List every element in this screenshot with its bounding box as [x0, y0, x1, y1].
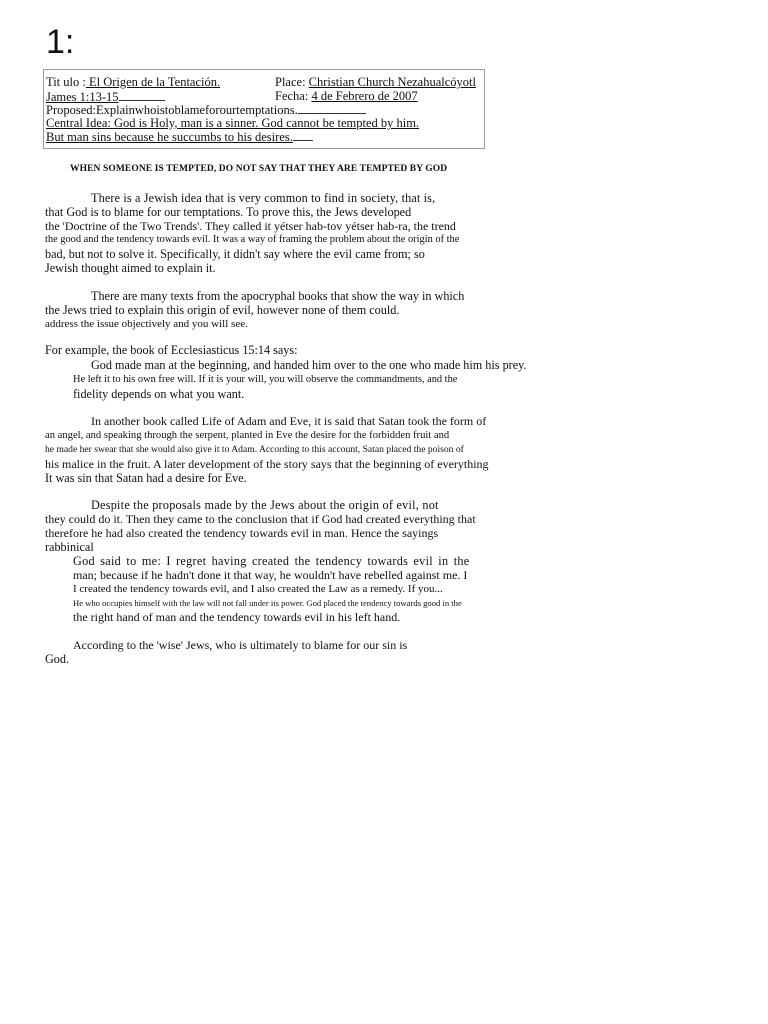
- central-idea-cont-row: [46, 129, 313, 145]
- text-line: he made her swear that she would also give it to Adam. According to this account, Satan placed the poison of: [45, 444, 464, 455]
- proposed-text: Proposed:Explainwhoistoblameforourtemptations.: [46, 103, 298, 117]
- text-line: There are many texts from the apocryphal books that show the way in which: [91, 289, 465, 303]
- text-line: In another book called Life of Adam and Eve, it is said that Satan took the form of: [91, 414, 487, 428]
- text-line: the right hand of man and the tendency towards evil in his left hand.: [73, 610, 401, 624]
- title-value: El Origen de la Tentación.: [85, 75, 221, 89]
- text-line: fidelity depends on what you want.: [73, 387, 245, 401]
- text-line: God.: [45, 652, 70, 666]
- text-line: address the issue objectively and you will see.: [45, 318, 248, 330]
- page-number: 1:: [46, 23, 75, 61]
- text-line: an angel, and speaking through the serpent, planted in Eve the desire for the forbidden fruit and: [45, 430, 450, 441]
- text-line: There is a Jewish idea that is very common to find in society, that is,: [91, 191, 436, 205]
- sermon-info-box: [43, 69, 485, 149]
- text-line: According to the 'wise' Jews, who is ultimately to blame for our sin is: [73, 638, 408, 652]
- text-line: He left it to his own free will. If it is your will, you will observe the commandments, and the: [73, 374, 458, 385]
- text-line: rabbinical: [45, 540, 94, 554]
- text-line: the 'Doctrine of the Two Trends'. They called it yétser hab-tov yétser hab-ra, the trend: [45, 219, 456, 233]
- text-line: therefore he had also created the tendency towards evil in man. Hence the sayings: [45, 526, 439, 540]
- text-line: bad, but not to solve it. Specifically, it didn't say where the evil came from; so: [45, 247, 425, 261]
- text-line: the Jews tried to explain this origin of evil, however none of them could.: [45, 303, 400, 317]
- date-value: 4 de Febrero de 2007: [311, 89, 418, 103]
- place-row: [275, 75, 476, 90]
- text-line: Despite the proposals made by the Jews about the origin of evil, not: [91, 498, 439, 512]
- text-line: they could do it. Then they came to the conclusion that if God had created everything that: [45, 512, 476, 526]
- date-label: Fecha:: [275, 89, 309, 103]
- text-line: man; because if he hadn't done it that way, he wouldn't have rebelled against me. I: [73, 568, 468, 582]
- text-line: his malice in the fruit. A later development of the story says that the beginning of everything: [45, 457, 489, 471]
- section-heading: WHEN SOMEONE IS TEMPTED, DO NOT SAY THAT THEY ARE TEMPTED BY GOD: [70, 164, 448, 174]
- text-line: the good and the tendency towards evil. It was a way of framing the problem about the origin of the: [45, 234, 460, 245]
- proposed-blank: [298, 102, 366, 114]
- text-line: He who occupies himself with the law will not fall under its power. God placed the tendency towards good in the: [73, 598, 462, 608]
- title-label: Tit ulo :: [46, 75, 86, 89]
- text-line: Jewish thought aimed to explain it.: [45, 261, 216, 275]
- text-line: It was sin that Satan had a desire for Eve.: [45, 471, 247, 485]
- central-idea-blank: [293, 129, 313, 141]
- passage-reference: James 1:13-15: [46, 90, 119, 104]
- text-line: God said to me: I regret having created the tendency towards evil in the: [73, 554, 470, 568]
- text-line: For example, the book of Ecclesiasticus 15:14 says:: [45, 343, 298, 357]
- central-idea-text: Central Idea: God is Holy, man is a sinner. God cannot be tempted by him.: [46, 116, 420, 130]
- text-line: God made man at the beginning, and handed him over to the one who made him his prey.: [91, 358, 527, 372]
- place-value: Christian Church Nezahualcóyotl: [308, 75, 476, 89]
- place-label: Place:: [275, 75, 306, 89]
- text-line: I created the tendency towards evil, and I also created the Law as a remedy. If you...: [73, 583, 443, 595]
- central-idea-continuation: But man sins because he succumbs to his desires.: [46, 130, 293, 144]
- passage-blank: [119, 89, 165, 101]
- title-row: [46, 75, 220, 90]
- text-line: that God is to blame for our temptations. To prove this, the Jews developed: [45, 205, 412, 219]
